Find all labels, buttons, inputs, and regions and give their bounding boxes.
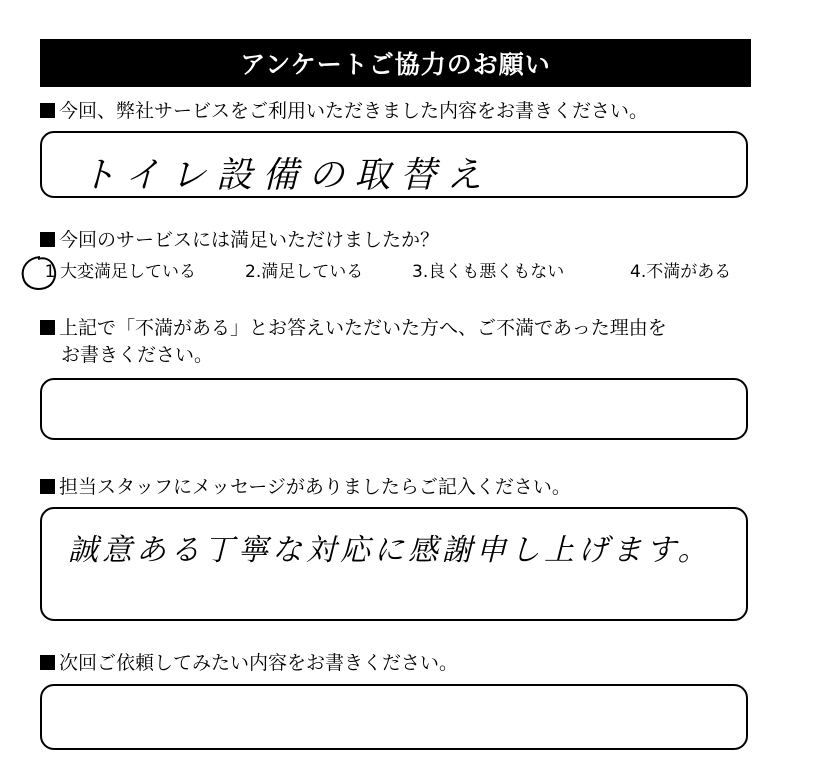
question-1 bbox=[40, 98, 648, 125]
question-5 bbox=[40, 650, 458, 677]
option-3[interactable] bbox=[412, 259, 564, 285]
question-3-text-line1: 上記で「不満がある」とお答えいただいた方へ、ご不満であった理由を bbox=[59, 317, 667, 339]
answer-box-5[interactable] bbox=[40, 684, 748, 750]
header-bar bbox=[40, 39, 751, 87]
option-2[interactable] bbox=[245, 259, 363, 285]
answer-box-1[interactable] bbox=[40, 131, 748, 198]
question-1-text: 今回、弊社サービスをご利用いただきました内容をお書きください。 bbox=[59, 100, 649, 122]
answer-box-4[interactable] bbox=[40, 507, 748, 621]
bullet-square-icon bbox=[40, 479, 55, 494]
question-4-text: 担当スタッフにメッセージがありましたらご記入ください。 bbox=[59, 476, 571, 498]
bullet-square-icon bbox=[40, 320, 55, 335]
option-2-label: 2.満足している bbox=[245, 262, 364, 282]
option-4[interactable] bbox=[630, 259, 731, 285]
page-title: アンケートご協力のお願い bbox=[240, 50, 551, 79]
question-5-text: 次回ご依頼してみたい内容をお書きください。 bbox=[59, 652, 459, 674]
answer-1-handwriting: トイレ設備の取替え bbox=[80, 155, 493, 196]
option-3-label: 3.良くも悪くもない bbox=[412, 262, 565, 282]
bullet-square-icon bbox=[40, 655, 55, 670]
option-1-number: 1 bbox=[44, 262, 56, 282]
answer-box-3[interactable] bbox=[40, 378, 748, 440]
question-3 bbox=[40, 315, 667, 369]
satisfaction-options bbox=[40, 259, 752, 285]
answer-4-handwriting: 誠意ある丁寧な対応に感謝申し上げます。 bbox=[68, 533, 712, 568]
option-1-label: 大変満足している bbox=[60, 262, 196, 282]
option-1-selected[interactable] bbox=[40, 259, 196, 285]
question-2 bbox=[40, 227, 439, 254]
option-4-label: 4.不満がある bbox=[630, 262, 732, 282]
question-4 bbox=[40, 474, 571, 501]
bullet-square-icon bbox=[40, 232, 55, 247]
question-2-text: 今回のサービスには満足いただけましたか？ bbox=[59, 229, 440, 251]
bullet-square-icon bbox=[40, 103, 55, 118]
question-3-text-line2: お書きください。 bbox=[61, 344, 214, 366]
